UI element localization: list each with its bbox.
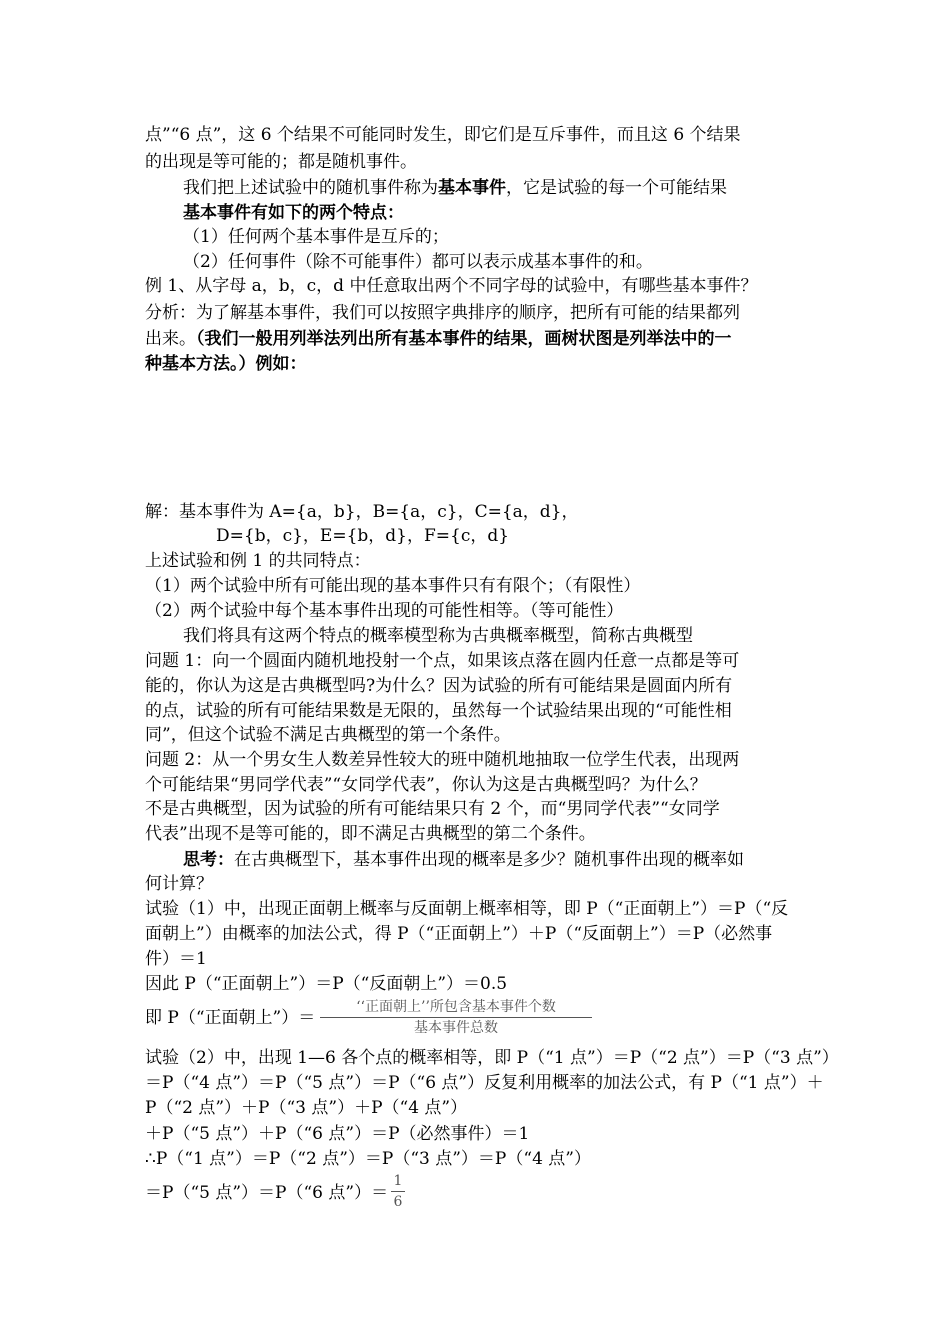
text-line: P（“2 点”）＋P（“3 点”）＋P（“4 点”） bbox=[145, 1098, 468, 1118]
fraction-bar bbox=[320, 1017, 592, 1018]
question-line: 问题 1：向一个圆面内随机地投射一个点，如果该点落在圆内任意一点都是等可 bbox=[145, 651, 740, 671]
text-line bbox=[145, 327, 732, 351]
fraction-denominator: 6 bbox=[393, 1194, 403, 1210]
text-line bbox=[183, 176, 727, 200]
definition-line: 我们将具有这两个特点的概率模型称为古典概率概型，简称古典概型 bbox=[183, 626, 693, 646]
text-line: 何计算？ bbox=[145, 874, 213, 894]
text-span: 出来。 bbox=[145, 329, 196, 349]
text-line bbox=[183, 848, 744, 872]
text-span: ，它是试验的每一个可能结果 bbox=[506, 178, 727, 198]
bold-note: 种基本方法。）例如： bbox=[145, 354, 307, 374]
fraction-numerator: ‘‘正面朝上’’所包含基本事件个数 bbox=[356, 999, 556, 1015]
fraction-numerator: 1 bbox=[393, 1173, 403, 1189]
text-line: 件）＝1 bbox=[145, 949, 207, 969]
text-line: ＋P（“5 点”）＋P（“6 点”）＝P（必然事件）＝1 bbox=[145, 1124, 530, 1144]
text-line: 不是古典概型，因为试验的所有可能结果只有 2 个，而“男同学代表”“女同学 bbox=[145, 799, 720, 819]
text-line: 上述试验和例 1 的共同特点： bbox=[145, 551, 371, 571]
text-span: 在古典概型下，基本事件出现的概率是多少？随机事件出现的概率如 bbox=[234, 850, 744, 870]
term-basic-event: 基本事件 bbox=[438, 178, 506, 198]
text-line: 试验（2）中，出现 1—6 各个点的概率相等，即 P（“1 点”）＝P（“2 点”）＝P（“3 点”） bbox=[145, 1048, 839, 1068]
text-line: 的点，试验的所有可能结果数是无限的，虽然每一个试验结果出现的“可能性相 bbox=[145, 701, 732, 721]
text-line: ＝P（“4 点”）＝P（“5 点”）＝P（“6 点”）反复利用概率的加法公式，有 P（“1 点”）＋ bbox=[145, 1073, 824, 1093]
text-line: 代表”出现不是等可能的，即不满足古典概型的第二个条件。 bbox=[145, 824, 596, 844]
formula-line: ＝P（“5 点”）＝P（“6 点”）＝ bbox=[145, 1183, 389, 1203]
list-item: （1）任何两个基本事件是互斥的； bbox=[183, 227, 449, 247]
text-line: 的出现是等可能的；都是随机事件。 bbox=[145, 152, 417, 172]
question-line: 问题 2：从一个男女生人数差异性较大的班中随机地抽取一位学生代表，出现两 bbox=[145, 750, 740, 770]
solution-line: D={b，c}，E={b，d}，F={c，d} bbox=[216, 526, 510, 546]
text-line: 点”“6 点”，这 6 个结果不可能同时发生，即它们是互斥事件，而且这 6 个结果 bbox=[145, 125, 741, 145]
section-heading: 基本事件有如下的两个特点： bbox=[183, 203, 404, 223]
example-title: 例 1、从字母 a，b，c，d 中任意取出两个不同字母的试验中，有哪些基本事件？ bbox=[145, 276, 758, 296]
text-line: 能的，你认为这是古典概型吗?为什么？因为试验的所有可能结果是圆面内所有 bbox=[145, 676, 733, 696]
text-line: 因此 P（“正面朝上”）＝P（“反面朝上”）＝0.5 bbox=[145, 974, 508, 994]
think-label: 思考： bbox=[183, 850, 234, 870]
fraction bbox=[391, 1172, 405, 1211]
text-line: 面朝上”）由概率的加法公式，得 P（“正面朝上”）＋P（“反面朝上”）＝P（必然事 bbox=[145, 924, 773, 944]
text-line: 试验（1）中，出现正面朝上概率与反面朝上概率相等，即 P（“正面朝上”）＝P（“反 bbox=[145, 899, 789, 919]
text-line: 同”，但这个试验不满足古典概型的第一个条件。 bbox=[145, 725, 511, 745]
fraction bbox=[320, 998, 592, 1037]
list-item: （2）两个试验中每个基本事件出现的可能性相等。（等可能性） bbox=[145, 601, 624, 621]
text-line: 个可能结果“男同学代表”“女同学代表”，你认为这是古典概型吗？为什么？ bbox=[145, 775, 707, 795]
text-line: ∴P（“1 点”）＝P（“2 点”）＝P（“3 点”）＝P（“4 点”） bbox=[145, 1149, 591, 1169]
list-item: （2）任何事件（除不可能事件）都可以表示成基本事件的和。 bbox=[183, 252, 653, 272]
bold-note: （我们一般用列举法列出所有基本事件的结果，画树状图是列举法中的一 bbox=[196, 329, 732, 349]
fraction-bar bbox=[391, 1191, 405, 1192]
fraction-denominator: 基本事件总数 bbox=[414, 1020, 498, 1036]
text-line: 分析：为了解基本事件，我们可以按照字典排序的顺序，把所有可能的结果都列 bbox=[145, 303, 740, 323]
formula-line: 即 P（“正面朝上”）＝ bbox=[145, 1008, 316, 1028]
text-span: 我们把上述试验中的随机事件称为 bbox=[183, 178, 438, 198]
solution-line: 解：基本事件为 A={a，b}，B={a，c}，C={a，d}， bbox=[145, 502, 579, 522]
list-item: （1）两个试验中所有可能出现的基本事件只有有限个；（有限性） bbox=[145, 576, 641, 596]
